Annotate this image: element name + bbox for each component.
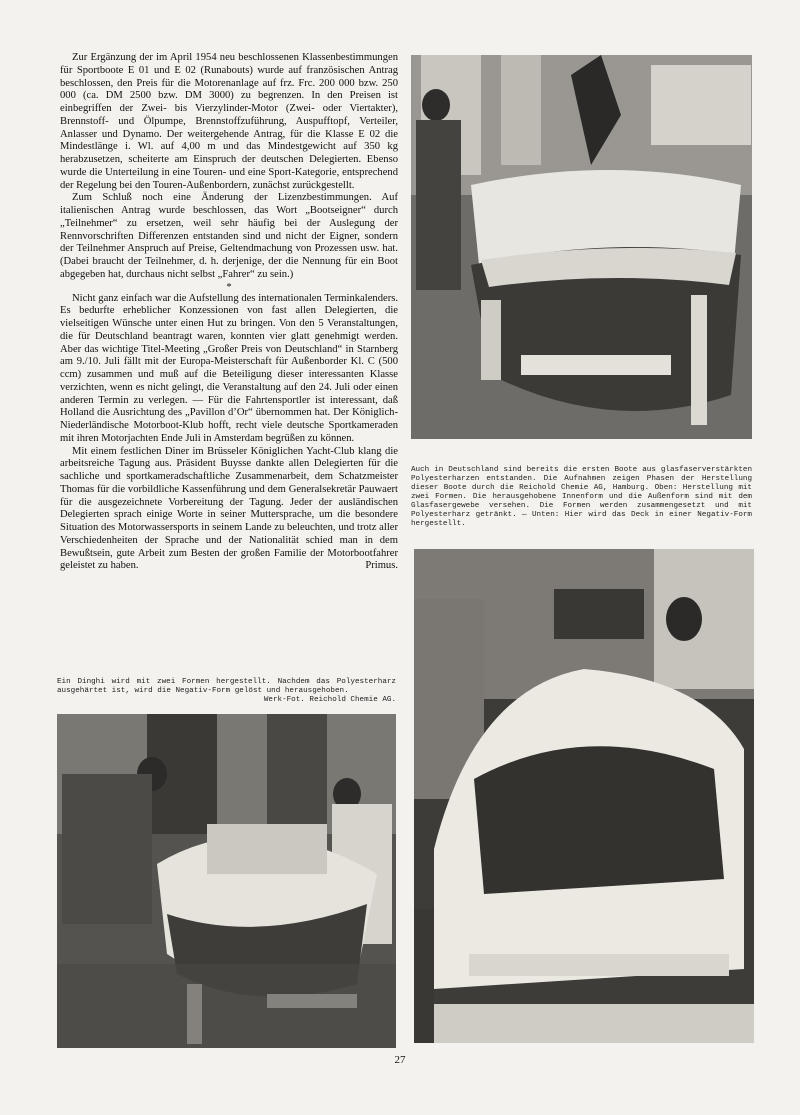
caption-top-right: Auch in Deutschland sind bereits die ersten Boote aus glasfaserverstärkten Polyesterharzen entstanden. Die Aufnahmen zeigen Phasen der Herstellung dieser Boote durch die Reichold Chemie AG, Hamburg. Oben: Herstellung mit zwei Formen. Die herausgehobene Innenform und die Außenform sind mit dem Glasfasergewebe versehen. Die Formen werden zusammengesetzt und mit Polyesterharz getränkt. — Unten: Hier wird das Deck in einer Negativ-Form hergestellt. [411,466,752,528]
photo-credit: Werk-Fot. Reichold Chemie AG. [263,696,396,704]
author-signature: Primus. [365,560,398,572]
photo-deck-mold [414,549,754,1043]
article-paragraph-text: Mit einem festlichen Diner im Brüsseler Königlichen Yacht-Club klang die arbeitsreiche Tagung aus. Präsident Buysse dankte allen Delegierten für die sachliche und sportkameradschaftliche Zusammenarbeit, dem Schatzmeister Thomas für die vorbildliche Kassenführung und dem Generalsekretär Pauwaert für die ausgezeichnete Vorbereitung der Tagung. Jeder der ausländischen Delegierten sprach einige Worte in seiner Muttersprache, um die besondere Situation des Motorwassersports in seinem Lande zu beleuchten, und trotz aller Verschiedenheiten der Sprache und der Nationalität schied man in dem Bewußtsein, gute Arbeit zum Besten der großen Familie der Motorbootfahrer geleistet zu haben. [60,445,398,572]
photo-dinghi-mold [57,714,396,1048]
article-paragraph: Zum Schluß noch eine Änderung der Lizenzbestimmungen. Auf italienischen Antrag wurde beschlossen, das Wort „Bootseigner“ durch „Teilnehmer“ zu ersetzen, weil sehr häufig bei der Auslegung der Rennvorschriften Differenzen entstanden sind und nicht der Eigner, sondern der Teilnehmer Anspruch auf Preise, Geltendmachung von Prozessen usw. hat. (Dabei braucht der Teilnehmer, d. h. derjenige, der die Nennung für ein Boot abgegeben hat, durchaus nicht selbst „Fahrer“ zu sein.) [60,192,398,280]
article-paragraph [60,446,398,574]
page-number: 27 [394,1054,406,1066]
caption-bottom-left [57,678,396,705]
article-paragraph: Nicht ganz einfach war die Aufstellung des internationalen Terminkalenders. Es bedurfte erheblicher Konzessionen von fast allen Delegierten, die vielseitigen Wünsche unter einen Hut zu bringen. Von den 5 Veranstaltungen, die für Deutschland beantragt waren, konnten vier glatt genehmigt werden. Aber das wichtige Titel-Meeting „Großer Preis von Deutschland“ in Starnberg am 9./10. Juli fällt mit der Europa-Meisterschaft für Außenborder Kl. C (500 ccm) zusammen und muß auf die Beteiligung dieser interessanten Klasse verzichten, wenn es nicht gelingt, die Veranstaltung auf den 24. Juli oder einen anderen Termin zu verlegen. — Für die Fahrtensportler ist interessant, daß Holland die Ausrichtung des „Pavillon d’Or“ übernommen hat. Der Königlich-Niederländische Motorboot-Klub hofft, recht viele deutsche Sportkameraden mit ihren Motorjachten Ende Juli in Amsterdam begrüßen zu können. [60,292,398,444]
article-paragraph: Zur Ergänzung der im April 1954 neu beschlossenen Klassenbestimmungen für Sportboote E 01 und E 02 (Runabouts) wurde auf französischen Antrag beschlossen, den Preis für die Motorenanlage auf frz. Frc. 200 000 bzw. 250 000 (ca. DM 2500 bzw. DM 3000) zu begrenzen. In den Preisen ist einbegriffen der Zwei- bis Vierzylinder-Motor (Zwei- oder Viertakter), Brennstoff- und Ölpumpe, Brennstoffzuführung, Auspufftopf, Verteiler, Anlasser und Dynamo. Der weitergehende Antrag, für die Klasse E 02 die Mindestlänge i. Wl. auf 4,00 m und das Mindestgewicht auf 350 kg herabzusetzen, scheiterte am Einspruch der deutschen Delegierten. Ebenso wurde die Unterteilung in eine Touren- und eine Sport-Kategorie, entsprechend der Regelung bei den Touren-Außenbordern, zunächst zurückgestellt. [60,52,398,191]
photo-boat-molds [411,55,752,439]
section-separator: * [226,281,232,293]
caption-bottom-left-text: Ein Dinghi wird mit zwei Formen hergestellt. Nachdem das Polyesterharz ausgehärtet ist, wird die Negativ-Form gelöst und herausgehoben. [57,678,396,695]
article-text-column [60,52,398,573]
